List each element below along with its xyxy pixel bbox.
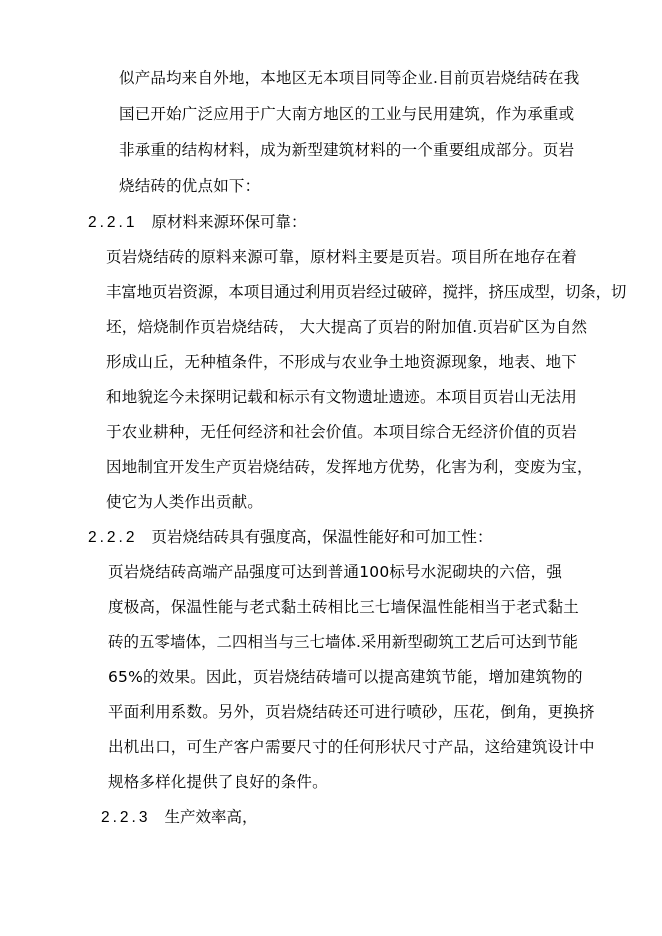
body-line: 页岩烧结砖的原料来源可靠，原材料主要是页岩。项目所在地存在着 <box>106 248 578 266</box>
section-number: 2.2.3 <box>101 809 151 826</box>
intro-line: 非承重的结构材料，成为新型建筑材料的一个重要组成部分。页岩 <box>119 141 575 159</box>
body-line: 度极高，保温性能与老式黏土砖相比三七墙保温性能相当于老式黏土 <box>108 598 580 616</box>
body-line: 65%的效果。因此，页岩烧结砖墙可以提高建筑节能，增加建筑物的 <box>108 668 583 686</box>
section-title: 页岩烧结砖具有强度高，保温性能好和可加工性： <box>151 528 493 546</box>
body-line: 规格多样化提供了良好的条件。 <box>108 773 328 791</box>
section-heading-2-2-2 <box>88 527 493 548</box>
body-line: 使它为人类作出贡献。 <box>106 493 264 511</box>
body-line: 丰富地页岩资源，本项目通过利用页岩经过破碎，搅拌，挤压成型，切条，切 <box>106 283 627 301</box>
body-line: 于农业耕种，无任何经济和社会价值。本项目综合无经济价值的页岩 <box>106 423 578 441</box>
body-line: 平面利用系数。另外，页岩烧结砖还可进行喷砂，压花，倒角，更换挤 <box>108 703 595 721</box>
section-title: 原材料来源环保可靠： <box>151 213 307 231</box>
section-number: 2.2.1 <box>88 214 138 231</box>
section-heading-2-2-3 <box>101 807 258 828</box>
intro-line: 烧结砖的优点如下： <box>119 177 261 195</box>
body-line: 页岩烧结砖高端产品强度可达到普通100标号水泥砌块的六倍，强 <box>108 563 563 581</box>
intro-line: 似产品均来自外地，本地区无本项目同等企业.目前页岩烧结砖在我 <box>119 69 580 87</box>
body-line: 出机出口，可生产客户需要尺寸的任何形状尺寸产品，这给建筑设计中 <box>108 738 595 756</box>
section-title: 生产效率高， <box>164 808 258 826</box>
body-line: 砖的五零墙体，二四相当与三七墙体.采用新型砌筑工艺后可达到节能 <box>108 633 578 651</box>
section-number: 2.2.2 <box>88 529 138 546</box>
body-line: 和地貌迄今未探明记载和标示有文物遗址遗迹。本项目页岩山无法用 <box>106 388 578 406</box>
body-line: 坯，焙烧制作页岩烧结砖， 大大提高了页岩的附加值.页岩矿区为自然 <box>106 318 588 336</box>
section-heading-2-2-1 <box>88 212 307 233</box>
body-line: 形成山丘，无种植条件，不形成与农业争土地资源现象，地表、地下 <box>106 353 578 371</box>
body-line: 因地制宜开发生产页岩烧结砖，发挥地方优势，化害为利，变废为宝， <box>106 458 593 476</box>
intro-line: 国已开始广泛应用于广大南方地区的工业与民用建筑，作为承重或 <box>119 105 575 123</box>
